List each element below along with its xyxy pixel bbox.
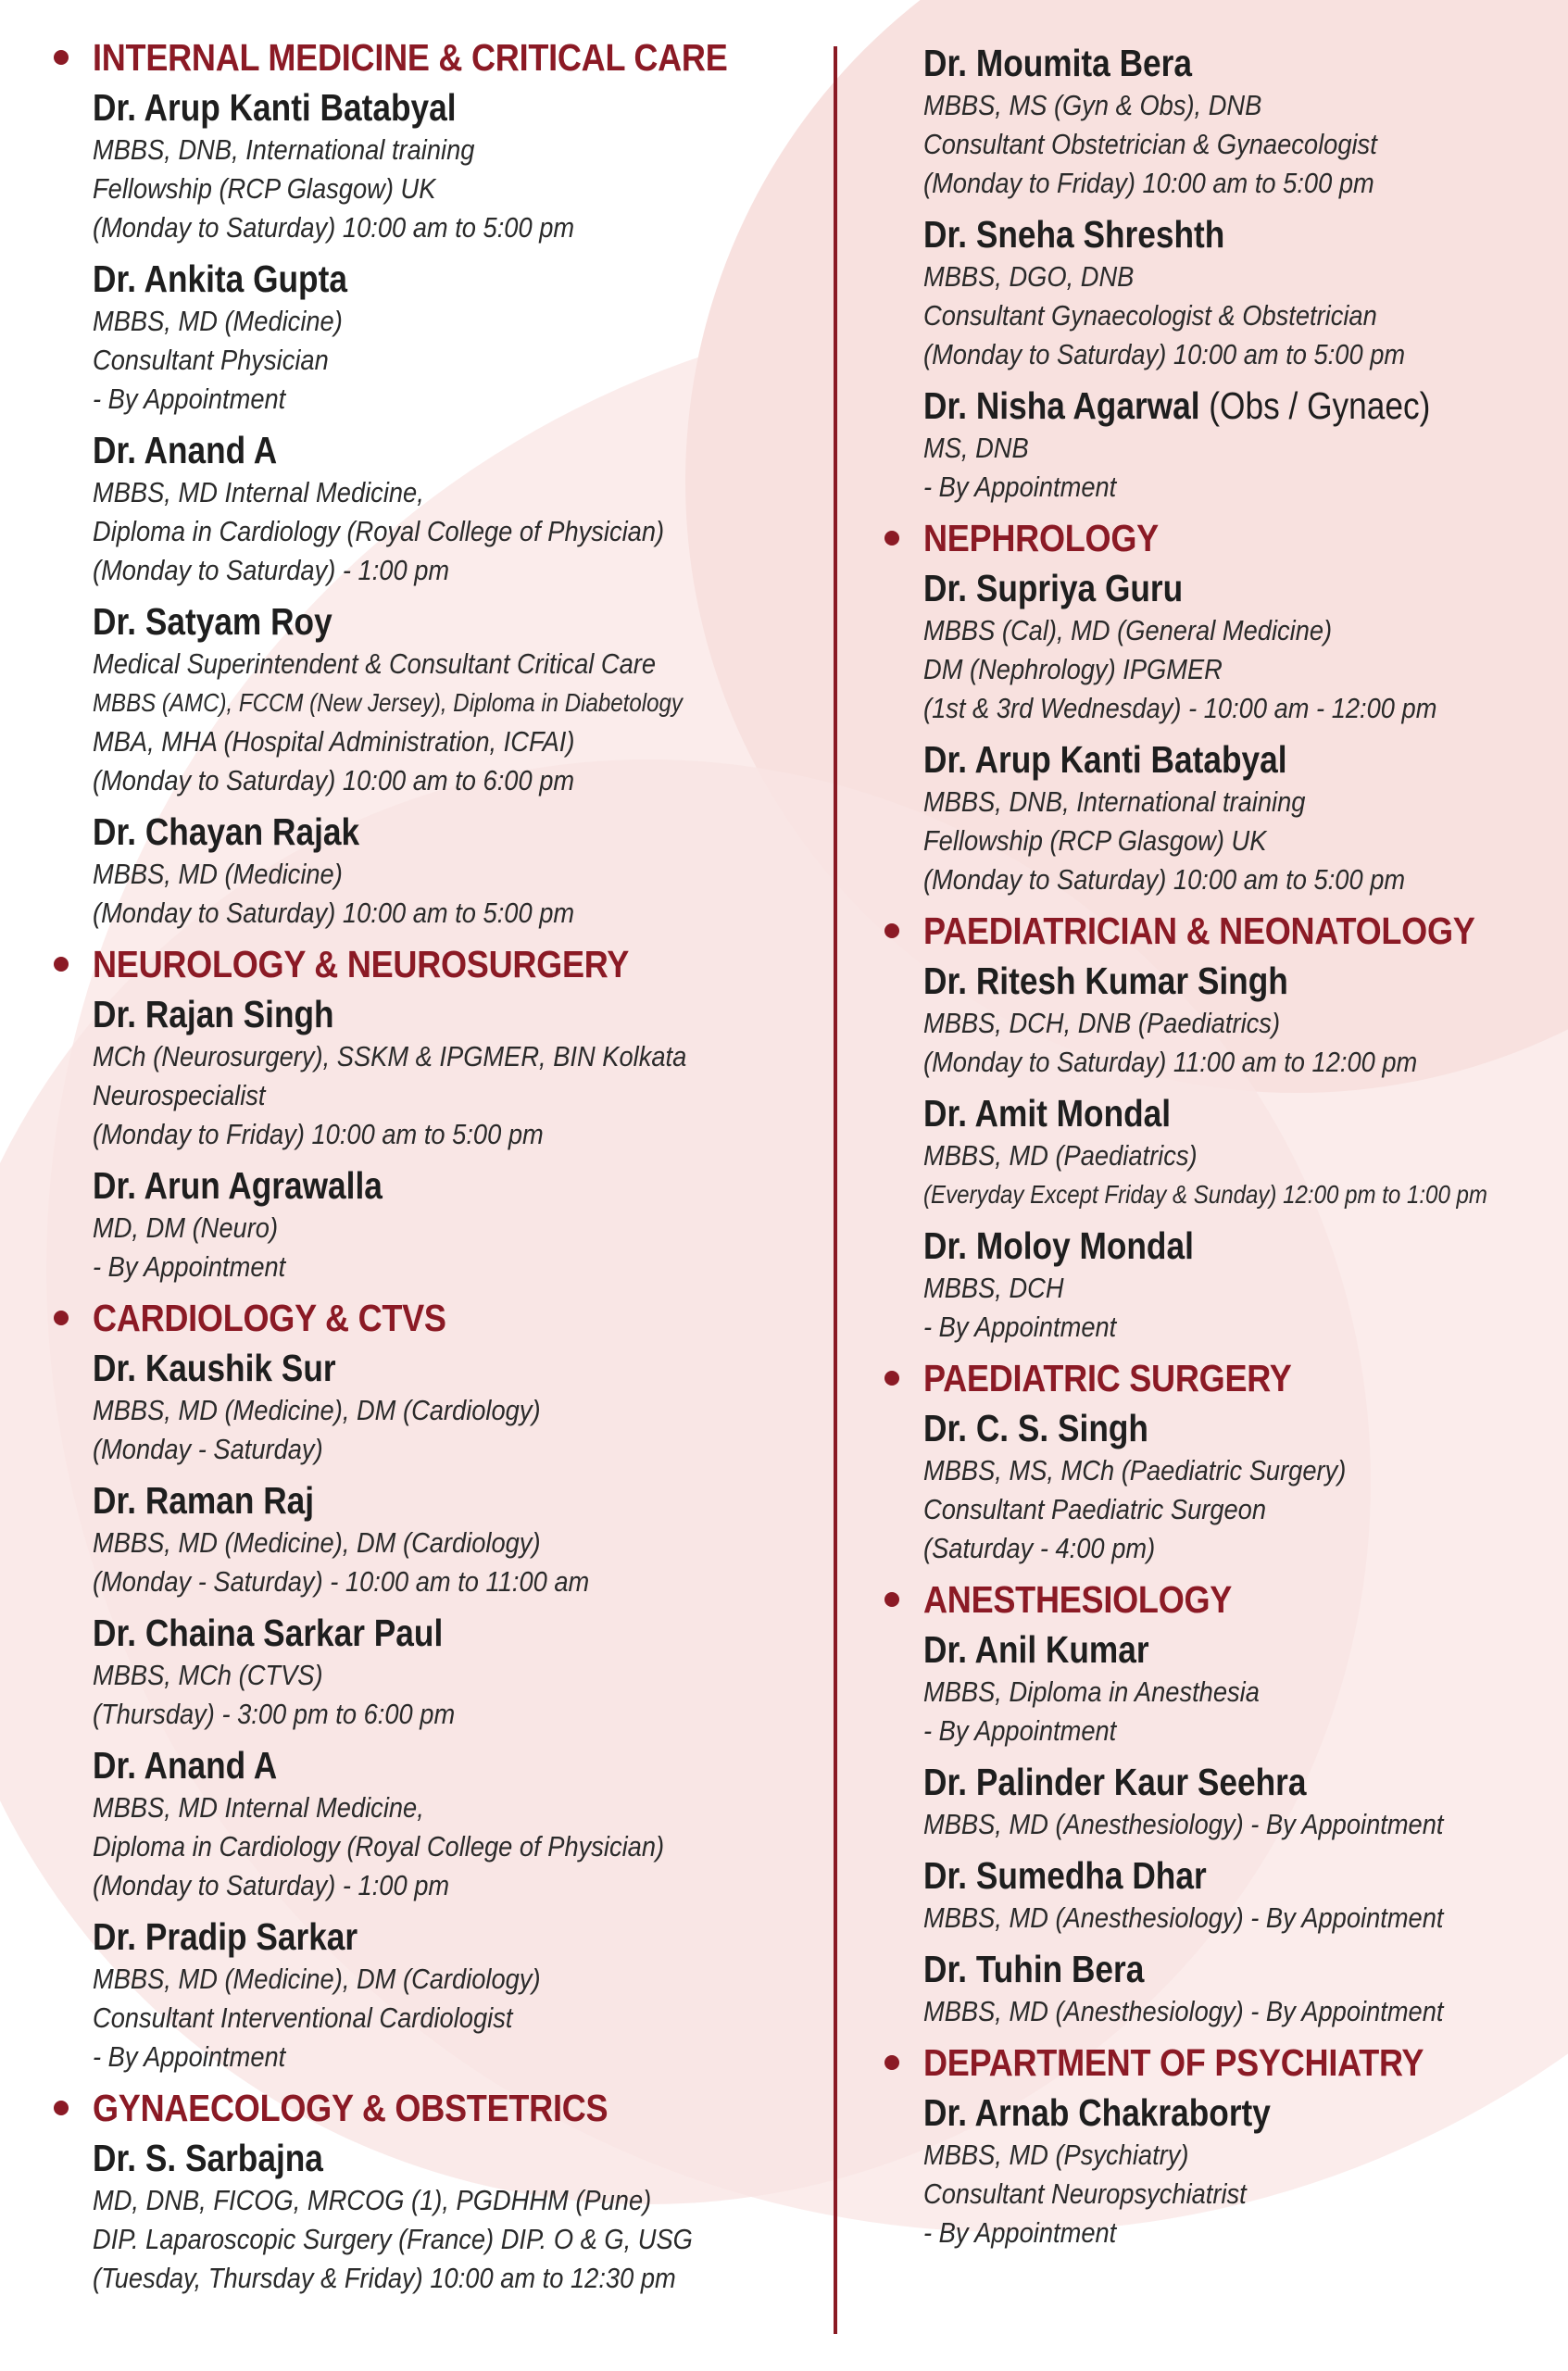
doctor-detail-line: Consultant Paediatric Surgeon <box>923 1493 1267 1525</box>
doctor-detail-line: (Tuesday, Thursday & Friday) 10:00 am to 12:30 pm <box>93 2262 676 2294</box>
doctor-detail-line: - By Appointment <box>923 470 1117 503</box>
doctor-detail-line: Neurospecialist <box>93 1079 266 1111</box>
doctor-name <box>923 212 1467 257</box>
doctor-detail-line: MBBS, DCH, DNB (Paediatrics) <box>923 1007 1281 1039</box>
doctor-name <box>923 1627 1467 1673</box>
doctor-name <box>923 1760 1467 1805</box>
doctor-detail-line: MBBS, MD Internal Medicine, <box>93 1791 424 1824</box>
left-column <box>54 35 850 2307</box>
department-title: DEPARTMENT OF PSYCHIATRY <box>923 2041 1424 2084</box>
doctor-detail-line: MBA, MHA (Hospital Administration, ICFAI) <box>93 725 575 758</box>
doctor-detail-line: MBBS, Diploma in Anesthesia <box>923 1675 1260 1708</box>
doctor-entry <box>923 1947 1556 2031</box>
department-section <box>884 909 1556 1347</box>
doctor-entry <box>93 1346 850 1469</box>
right-column <box>884 35 1556 2262</box>
department-heading <box>884 1356 1556 1400</box>
department-section <box>884 41 1556 507</box>
doctor-name <box>93 428 744 473</box>
doctor-entry <box>93 85 850 247</box>
doctor-name-text: Dr. Pradip Sarkar <box>93 1915 358 1958</box>
doctor-entry <box>93 1478 850 1601</box>
doctor-detail-line: - By Appointment <box>923 2216 1117 2249</box>
doctor-detail-line: MBBS, MS (Gyn & Obs), DNB <box>923 89 1262 121</box>
bullet-icon <box>884 2055 899 2070</box>
doctor-detail-line: - By Appointment <box>93 383 286 415</box>
doctor-entry <box>923 1223 1556 1347</box>
doctor-detail-line: MBBS (Cal), MD (General Medicine) <box>923 614 1333 646</box>
doctor-entry <box>923 1760 1556 1844</box>
doctor-name <box>923 959 1467 1004</box>
doctor-detail-line: (Monday to Saturday) 10:00 am to 5:00 pm <box>923 338 1406 370</box>
doctor-name <box>93 2136 744 2181</box>
doctor-name-text: Dr. Sumedha Dhar <box>923 1854 1207 1897</box>
doctor-detail-line: MBBS, MD (Anesthesiology) - By Appointment <box>923 1995 1444 2027</box>
department-heading <box>884 516 1556 560</box>
doctor-detail-line: MBBS, MD Internal Medicine, <box>93 476 424 508</box>
doctor-name <box>923 2090 1467 2136</box>
doctor-detail-line: MBBS, MD (Anesthesiology) - By Appointment <box>923 1808 1444 1840</box>
doctor-entry <box>93 257 850 419</box>
doctor-name <box>93 1743 744 1788</box>
doctor-detail-line: Consultant Physician <box>93 344 329 376</box>
department-title: PAEDIATRIC SURGERY <box>923 1357 1292 1399</box>
doctor-name <box>923 1223 1467 1269</box>
department-title: NEPHROLOGY <box>923 517 1159 559</box>
bullet-icon <box>884 531 899 546</box>
bullet-icon <box>884 1592 899 1607</box>
doctor-detail-line: MBBS, MD (Psychiatry) <box>923 2139 1189 2171</box>
department-section <box>54 942 850 1286</box>
doctor-name-text: Dr. Anand A <box>93 1744 278 1787</box>
department-section <box>884 1356 1556 1568</box>
doctor-name-text: Dr. Moumita Bera <box>923 42 1192 84</box>
doctor-detail-line: MBBS, MD (Medicine), DM (Cardiology) <box>93 1963 541 1995</box>
doctor-detail-line: MBBS (AMC), FCCM (New Jersey), Diploma in Diabetology <box>93 688 683 717</box>
doctor-specialty: (Obs / Gynaec) <box>1199 384 1431 427</box>
doctor-detail-line: MBBS, MCh (CTVS) <box>93 1659 323 1691</box>
doctor-name-text: Dr. Chaina Sarkar Paul <box>93 1612 444 1654</box>
bullet-icon <box>884 1371 899 1386</box>
doctor-name <box>923 1406 1467 1451</box>
doctor-entry <box>923 1627 1556 1750</box>
doctor-name-text: Dr. Moloy Mondal <box>923 1224 1194 1267</box>
doctor-detail-line: (Monday to Saturday) 11:00 am to 12:00 pm <box>923 1046 1418 1078</box>
doctor-name <box>93 1346 744 1391</box>
doctor-detail-line: (1st & 3rd Wednesday) - 10:00 am - 12:00 pm <box>923 692 1437 724</box>
doctor-name <box>93 1914 744 1960</box>
doctor-name <box>93 1611 744 1656</box>
department-heading <box>54 1296 850 1340</box>
doctor-detail-line: MBBS, DGO, DNB <box>923 260 1135 293</box>
bullet-icon <box>54 2101 69 2115</box>
doctor-name <box>93 85 744 131</box>
doctor-detail-line: (Monday to Friday) 10:00 am to 5:00 pm <box>923 167 1374 199</box>
doctor-detail-line: MBBS, MD (Medicine), DM (Cardiology) <box>93 1526 541 1559</box>
department-section <box>54 2086 850 2298</box>
doctor-entry <box>923 1091 1556 1214</box>
department-section <box>54 1296 850 2076</box>
doctor-name <box>93 992 744 1037</box>
doctor-entry <box>93 809 850 933</box>
doctor-name-text: Dr. Rajan Singh <box>93 993 334 1035</box>
doctor-entry <box>923 1406 1556 1568</box>
doctor-detail-line: (Monday to Saturday) 10:00 am to 6:00 pm <box>93 764 575 797</box>
doctor-entry <box>93 599 850 800</box>
department-heading <box>884 1577 1556 1622</box>
doctor-detail-line: MBBS, MD (Medicine), DM (Cardiology) <box>93 1394 541 1426</box>
doctor-name-text: Dr. Tuhin Bera <box>923 1948 1145 1990</box>
doctor-name-text: Dr. Arup Kanti Batabyal <box>923 738 1287 781</box>
doctor-name <box>93 809 744 855</box>
doctor-name-text: Dr. Ritesh Kumar Singh <box>923 960 1288 1002</box>
doctor-entry <box>923 41 1556 203</box>
doctor-detail-line: (Monday to Saturday) - 1:00 pm <box>93 554 450 586</box>
department-section <box>884 1577 1556 2031</box>
doctor-name-text: Dr. Supriya Guru <box>923 567 1184 609</box>
bullet-icon <box>884 923 899 938</box>
doctor-entry <box>923 1853 1556 1938</box>
doctor-name-text: Dr. Satyam Roy <box>93 600 332 643</box>
doctor-detail-line: MBBS, MD (Paediatrics) <box>923 1139 1198 1172</box>
doctor-detail-line: (Monday to Saturday) - 1:00 pm <box>93 1869 450 1901</box>
doctor-name <box>923 41 1467 86</box>
doctor-detail-line: Fellowship (RCP Glasgow) UK <box>923 824 1267 857</box>
department-title: NEUROLOGY & NEUROSURGERY <box>93 943 630 985</box>
department-heading <box>54 35 850 80</box>
doctor-detail-line: MBBS, MS, MCh (Paediatric Surgery) <box>923 1454 1347 1487</box>
doctor-name <box>93 1478 744 1524</box>
doctor-detail-line: DM (Nephrology) IPGMER <box>923 653 1223 685</box>
doctor-detail-line: Consultant Neuropsychiatrist <box>923 2177 1247 2210</box>
doctor-name-text: Dr. Sneha Shreshth <box>923 213 1225 256</box>
doctor-name <box>923 566 1467 611</box>
doctor-entry <box>923 212 1556 374</box>
doctor-name-text: Dr. Palinder Kaur Seehra <box>923 1761 1307 1803</box>
doctor-name <box>93 599 744 645</box>
doctor-detail-line: MBBS, MD (Anesthesiology) - By Appointment <box>923 1901 1444 1934</box>
doctor-detail-line: - By Appointment <box>93 2040 286 2073</box>
doctor-name-text: Dr. Arup Kanti Batabyal <box>93 86 457 129</box>
doctor-detail-line: Diploma in Cardiology (Royal College of Physician) <box>93 515 665 547</box>
doctor-detail-line: Consultant Obstetrician & Gynaecologist <box>923 128 1377 160</box>
doctor-name-text: Dr. S. Sarbajna <box>93 2137 323 2179</box>
doctor-entry <box>923 2090 1556 2252</box>
doctor-name-text: Dr. Raman Raj <box>93 1479 315 1522</box>
doctor-name <box>923 1091 1467 1136</box>
doctor-name-text: Dr. Kaushik Sur <box>93 1347 336 1389</box>
doctor-detail-line: MBBS, MD (Medicine) <box>93 305 343 337</box>
doctor-detail-line: Consultant Gynaecologist & Obstetrician <box>923 299 1377 332</box>
doctor-name <box>93 1163 744 1209</box>
doctor-detail-line: MD, DNB, FICOG, MRCOG (1), PGDHHM (Pune) <box>93 2184 652 2216</box>
doctor-entry <box>923 383 1556 507</box>
department-section <box>884 516 1556 899</box>
doctor-detail-line: (Thursday) - 3:00 pm to 6:00 pm <box>93 1698 456 1730</box>
doctor-detail-line: Diploma in Cardiology (Royal College of Physician) <box>93 1830 665 1863</box>
doctor-name-text: Dr. Nisha Agarwal <box>923 384 1200 427</box>
doctor-entry <box>93 1743 850 1905</box>
doctor-detail-line: (Monday - Saturday) <box>93 1433 323 1465</box>
department-title: GYNAECOLOGY & OBSTETRICS <box>93 2087 608 2129</box>
doctor-detail-line: MS, DNB <box>923 432 1029 464</box>
doctor-detail-line: Medical Superintendent & Consultant Critical Care <box>93 647 657 680</box>
bullet-icon <box>54 50 69 65</box>
bullet-icon <box>54 957 69 972</box>
department-title: CARDIOLOGY & CTVS <box>93 1297 446 1339</box>
department-title: INTERNAL MEDICINE & CRITICAL CARE <box>93 36 728 79</box>
doctor-entry <box>93 428 850 590</box>
doctor-detail-line: Consultant Interventional Cardiologist <box>93 2001 513 2034</box>
department-section <box>884 2040 1556 2252</box>
department-heading <box>54 942 850 986</box>
doctor-name-text: Dr. Ankita Gupta <box>93 257 347 300</box>
doctor-entry <box>93 1914 850 2076</box>
doctor-detail-line: (Saturday - 4:00 pm) <box>923 1532 1156 1564</box>
department-title: ANESTHESIOLOGY <box>923 1578 1233 1621</box>
doctor-name-text: Dr. Arnab Chakraborty <box>923 2091 1271 2134</box>
doctor-detail-line: - By Appointment <box>923 1311 1117 1343</box>
doctor-entry <box>923 737 1556 899</box>
doctor-entry <box>93 1163 850 1286</box>
doctor-entry <box>923 959 1556 1082</box>
doctor-detail-line: (Monday to Saturday) 10:00 am to 5:00 pm <box>93 897 575 929</box>
doctor-detail-line: - By Appointment <box>93 1250 286 1283</box>
doctor-entry <box>93 1611 850 1734</box>
doctor-name-text: Dr. Anand A <box>93 429 278 471</box>
doctor-detail-line: (Monday - Saturday) - 10:00 am to 11:00 am <box>93 1565 590 1598</box>
doctor-name-text: Dr. Amit Mondal <box>923 1092 1172 1135</box>
doctor-detail-line: MBBS, DCH <box>923 1272 1064 1304</box>
doctor-name <box>923 383 1467 429</box>
doctor-detail-line: DIP. Laparoscopic Surgery (France) DIP. O & G, USG <box>93 2223 693 2255</box>
doctor-detail-line: MD, DM (Neuro) <box>93 1211 279 1244</box>
doctor-detail-line: (Monday to Saturday) 10:00 am to 5:00 pm <box>93 211 575 244</box>
department-heading <box>884 2040 1556 2085</box>
doctor-name <box>93 257 744 302</box>
doctor-name <box>923 1947 1467 1992</box>
doctor-detail-line: MBBS, MD (Medicine) <box>93 858 343 890</box>
doctor-detail-line: (Monday to Saturday) 10:00 am to 5:00 pm <box>923 863 1406 896</box>
doctor-name-text: Dr. Anil Kumar <box>923 1628 1149 1671</box>
department-section <box>54 35 850 933</box>
doctor-entry <box>93 992 850 1154</box>
doctor-entry <box>923 566 1556 728</box>
doctor-name-text: Dr. C. S. Singh <box>923 1407 1148 1449</box>
department-heading <box>884 909 1556 953</box>
doctor-entry <box>93 2136 850 2298</box>
bullet-icon <box>54 1311 69 1325</box>
doctor-detail-line: (Everyday Except Friday & Sunday) 12:00 pm to 1:00 pm <box>923 1180 1487 1209</box>
doctor-detail-line: - By Appointment <box>923 1714 1117 1747</box>
doctor-name-text: Dr. Arun Agrawalla <box>93 1164 383 1207</box>
doctor-detail-line: MBBS, DNB, International training <box>923 785 1306 818</box>
doctor-name <box>923 737 1467 783</box>
doctor-detail-line: Fellowship (RCP Glasgow) UK <box>93 172 436 205</box>
department-heading <box>54 2086 850 2130</box>
doctor-detail-line: (Monday to Friday) 10:00 am to 5:00 pm <box>93 1118 544 1150</box>
doctor-name <box>923 1853 1467 1899</box>
doctor-detail-line: MBBS, DNB, International training <box>93 133 475 166</box>
department-title: PAEDIATRICIAN & NEONATOLOGY <box>923 910 1475 952</box>
doctor-detail-line: MCh (Neurosurgery), SSKM & IPGMER, BIN Kolkata <box>93 1040 687 1073</box>
doctor-name-text: Dr. Chayan Rajak <box>93 810 360 853</box>
